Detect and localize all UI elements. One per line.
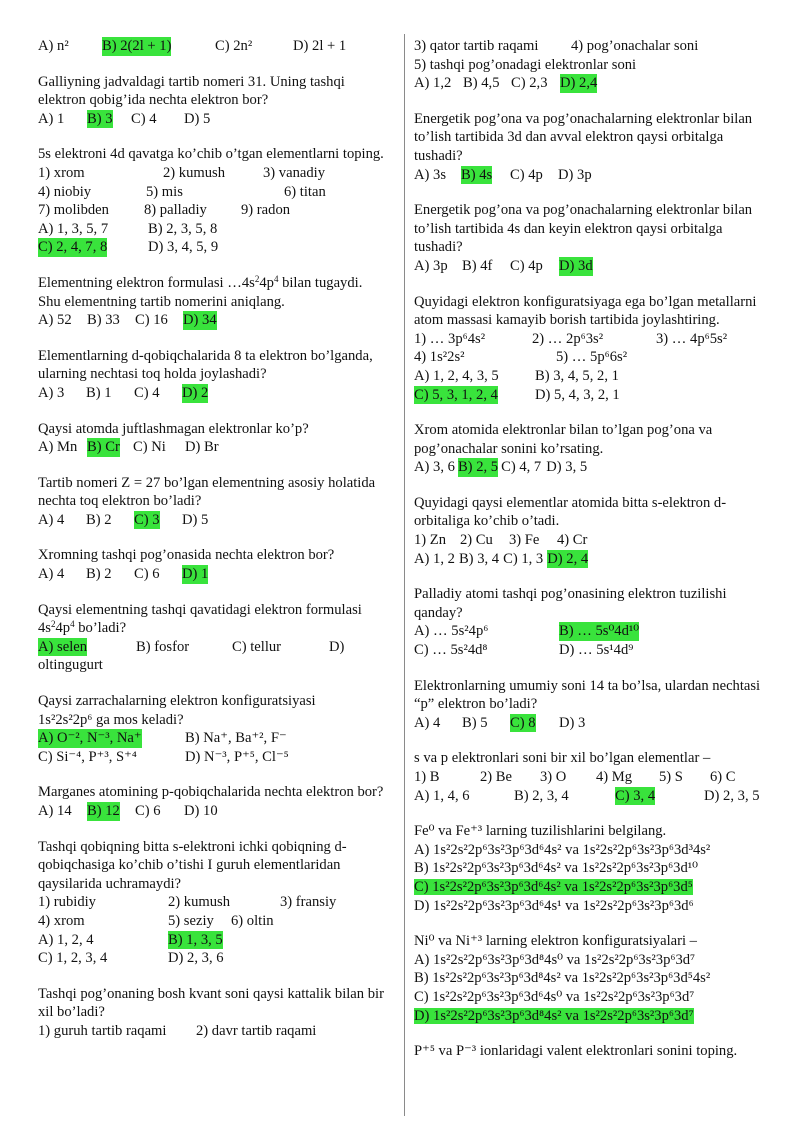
option-c: C) Si⁻⁴, P⁺³, S⁺⁴ [38, 748, 137, 765]
answer-row [38, 565, 388, 584]
option-a: A) 14 [38, 803, 72, 819]
option-a-correct: A) selen [38, 638, 88, 655]
option-d-correct: D) 2 [182, 384, 209, 401]
item: 4) xrom [38, 912, 85, 929]
option-a: A) 1, 3, 5, 7 [38, 220, 109, 237]
option-a-correct: A) O⁻², N⁻³, Na⁺ [38, 730, 142, 747]
option-d: D) Br [185, 439, 219, 456]
question-0 [38, 37, 388, 56]
answer-row [38, 384, 388, 403]
option-b-correct: B) 2(2l + 1) [102, 38, 172, 54]
item: 4) Mg [596, 769, 633, 785]
option-b-correct: B) 4s [461, 166, 493, 183]
column-divider [404, 34, 405, 1116]
option-b: B) 3, 4, 5, 2, 1 [535, 367, 619, 384]
item: 1) … 3p⁶4s² [414, 330, 486, 347]
question-text: Marganes atomining p-qobiqchalarida nechta elektron bor? [38, 784, 384, 801]
question-14 [414, 201, 769, 275]
question-text: Tashqi qobiqning bitta s-elektroni ichki qobiqning d-qobiqchasiga ko’chib o’tishi I guruh elementlaridan qaysilarida uchramaydi? [38, 838, 347, 892]
option-c-correct: C) 3, 4 [615, 787, 656, 804]
question-1 [38, 73, 388, 129]
items-row [38, 201, 388, 220]
question-text: Energetik pog’ona va pog’onachalarning elektronlar bilan to’lish tartibida 3d dan avval elektron qaysi orbitalga tushadi? [414, 110, 753, 164]
item: 6) oltin [231, 912, 274, 929]
option-d: D) 10 [184, 803, 218, 819]
option-b-correct: B) 3 [87, 110, 113, 127]
option-c-correct: C) 2, 4, 7, 8 [38, 239, 108, 256]
option-d: D) 2, 3, 5 [704, 787, 760, 804]
option-a: A) 3, 6 [414, 459, 455, 476]
answer-row [38, 638, 388, 657]
option-a: A) 52 [38, 312, 72, 329]
answer-row [38, 748, 388, 767]
item: 5) … 5p⁶6s² [556, 349, 628, 366]
option-b: B) 1 [86, 384, 112, 401]
item: 6) C [710, 769, 736, 785]
option-b: B) 2 [86, 566, 112, 583]
option-a: A) 1s²2s²2p⁶3s²3p⁶3d⁸4s⁰ va 1s²2s²2p⁶3s²3p⁶3d⁷ [414, 951, 696, 968]
option-c-correct: C) 5, 3, 1, 2, 4 [414, 386, 498, 403]
answer-row [414, 367, 769, 386]
item: 3) fransiy [280, 894, 337, 911]
option-b: B) 1s²2s²2p⁶3s²3p⁶3d⁶4s² va 1s²2s²2p⁶3s²3p⁶3d¹⁰ [414, 860, 699, 877]
question-3 [38, 274, 388, 330]
question-5 [38, 420, 388, 457]
item: 1) B [414, 769, 440, 785]
option-d: D) 5, 4, 3, 2, 1 [535, 386, 620, 403]
question-text: Galliyning jadvaldagi tartib nomeri 31. Uning tashqi elektron qobig’ida nechta elektron bor? [38, 73, 345, 109]
question-text: Xromning tashqi pog’onasida nechta elektron bor? [38, 547, 335, 564]
answer-row [38, 802, 388, 821]
option-a: A) 1,2 [414, 75, 452, 92]
option-a: A) 4 [38, 511, 65, 528]
question-text: 5s elektroni 4d qavatga ko’chib o’tgan elementlarni toping. [38, 146, 384, 163]
option-b: B) 4,5 [463, 75, 500, 92]
option-b: B) 3, 4 [458, 550, 500, 567]
question-18 [414, 585, 769, 659]
option-a: A) … 5s²4p⁶ [414, 623, 489, 640]
item: 1) Zn [414, 532, 447, 549]
item: 2) kumush [168, 894, 231, 911]
item: 3) O [540, 769, 567, 785]
question-6 [38, 474, 388, 530]
question-21 [414, 822, 769, 915]
question-2 [38, 145, 388, 257]
option-d-text: oltingugurt [38, 657, 103, 674]
option-a: A) 3 [38, 384, 65, 401]
option-d: D) 5 [182, 511, 209, 528]
items-row [414, 330, 769, 349]
option-b-correct: B) 1, 3, 5 [168, 931, 223, 948]
question-text: Quyidagi elektron konfiguratsiyaga ega bo’lgan metallarni atom massasi kamayib borish tartibida joylashtiring. [414, 293, 757, 329]
option-d: D) … 5s¹4d⁹ [559, 642, 634, 659]
answer-row [414, 166, 769, 185]
option-d: D) 3p [558, 166, 592, 183]
answer-row [414, 622, 769, 641]
answer-row [38, 511, 388, 530]
option-d-correct: D) 2,4 [560, 75, 598, 92]
items-row [38, 164, 388, 183]
question-11 [38, 838, 388, 968]
option-d-correct: D) 3d [559, 257, 593, 274]
item: 7) molibden [38, 202, 109, 219]
option-c: C) 2,3 [511, 75, 548, 92]
question-text: Xrom atomida elektronlar bilan to’lgan pog’ona va pog’onachalar sonini ko’rsating. [414, 422, 713, 457]
option-d: D) 1s²2s²2p⁶3s²3p⁶3d⁶4s¹ va 1s²2s²2p⁶3s²3p⁶3d⁶ [414, 897, 694, 914]
item: 4) 1s²2s² [414, 349, 465, 366]
option-a: A) 1 [38, 110, 65, 127]
option-c: C) 1, 3 [503, 550, 544, 567]
option-b: B) 5 [462, 714, 488, 731]
option-b-correct: B) … 5s⁰4d¹⁰ [559, 623, 640, 640]
option-a: A) 1, 2, 4 [38, 931, 94, 948]
answer-row [414, 787, 769, 806]
items-row [414, 531, 769, 550]
answer-row [38, 110, 388, 129]
answer-row [38, 37, 388, 56]
question-15 [414, 293, 769, 405]
answer-row [414, 550, 769, 569]
item: 2) davr tartib raqami [196, 1022, 317, 1039]
option-a: A) 1, 2, 4, 3, 5 [414, 367, 499, 384]
item: 4) niobiy [38, 183, 92, 200]
option-b: B) fosfor [136, 638, 190, 655]
option-d: D) 5 [184, 110, 211, 127]
question-text: Qaysi atomda juftlashmagan elektronlar ko’p? [38, 420, 309, 437]
option-d-correct: D) 1s²2s²2p⁶3s²3p⁶3d⁸4s² va 1s²2s²2p⁶3s²3p⁶3d⁷ [414, 1007, 694, 1024]
question-9 [38, 692, 388, 766]
option-c: C) 6 [135, 803, 161, 819]
item: 8) palladiy [144, 202, 207, 219]
question-16 [414, 421, 769, 477]
option-b: B) 4f [462, 257, 493, 274]
option-c: C) 4p [510, 257, 543, 274]
answer-row [38, 220, 388, 239]
question-23 [414, 1042, 769, 1061]
items-row [38, 912, 388, 931]
question-12-continued [414, 37, 769, 93]
option-c-correct: C) 3 [134, 511, 160, 528]
items-row [38, 1022, 388, 1041]
item: 5) mis [146, 183, 183, 200]
item: 9) radon [241, 202, 291, 219]
option-a: A) 1s²2s²2p⁶3s²3p⁶3d⁶4s² va 1s²2s²2p⁶3s²3p⁶3d³4s² [414, 841, 711, 858]
question-text: Qaysi zarrachalarning elektron konfiguratsiyasi [38, 693, 316, 710]
option-d: D) N⁻³, P⁺⁵, Cl⁻⁵ [185, 748, 289, 765]
option-d: D) 3 [559, 714, 586, 731]
option-a: A) 4 [38, 566, 65, 583]
answer-row [414, 458, 769, 477]
question-text: Tartib nomeri Z = 27 bo’lgan elementning asosiy holatida nechta toq elektron bo’ladi? [38, 474, 376, 510]
answer-row [38, 311, 388, 330]
item: 2) … 2p⁶3s² [532, 330, 604, 347]
item: 3) vanadiy [263, 164, 326, 181]
question-text: Ni⁰ va Ni⁺³ larning elektron konfiguratsiyalari – [414, 933, 697, 950]
option-a: A) 4 [414, 714, 441, 731]
items-row [414, 768, 769, 787]
option-c: C) 6 [134, 566, 160, 583]
option-b-correct: B) Cr [87, 439, 120, 456]
option-d: D) [329, 638, 345, 655]
option-a: A) Mn [38, 439, 78, 456]
item: 2) Cu [460, 532, 493, 549]
question-text: Quyidagi qaysi elementlar atomida bitta s-elektron d-orbitaliga ko’chib o’tadi. [414, 494, 727, 530]
question-4 [38, 347, 388, 403]
question-text: Palladiy atomi tashqi pog’onasining elektron tuzilishi qanday? [414, 586, 727, 621]
option-a: A) 3s [414, 166, 447, 183]
answer-row [38, 931, 388, 950]
item: 1) guruh tartib raqami [38, 1022, 167, 1039]
right-column [414, 37, 769, 1078]
option-b: B) Na⁺, Ba⁺², F⁻ [185, 730, 287, 747]
option-d: D) 3, 4, 5, 9 [148, 239, 219, 256]
answer-row [38, 949, 388, 968]
question-text: Fe⁰ va Fe⁺³ larning tuzilishlarini belgilang. [414, 823, 667, 840]
item: 3) Fe [509, 532, 540, 549]
answer-row [414, 641, 769, 660]
answer-row [414, 74, 769, 93]
option-d-correct: D) 1 [182, 566, 209, 583]
question-12 [38, 985, 388, 1041]
answer-row [414, 386, 769, 405]
item: 2) kumush [163, 164, 226, 181]
question-20 [414, 749, 769, 805]
question-text: Tashqi pog’onaning bosh kvant soni qaysi kattalik bilan bir xil bo’ladi? [38, 985, 384, 1021]
option-b-correct: B) 12 [87, 803, 120, 819]
option-c-correct: C) 8 [510, 714, 536, 731]
option-c: C) 16 [135, 312, 168, 329]
question-text: Elektronlarning umumiy soni 14 ta bo’lsa, ulardan nechtasi “p” elektron bo’ladi? [414, 677, 761, 713]
option-c-correct: C) 1s²2s²2p⁶3s²3p⁶3d⁶4s² va 1s²2s²2p⁶3s²3p⁶3d⁵ [414, 878, 693, 895]
answer-row [38, 438, 388, 457]
question-formula: 1s²2s²2p⁶ ga mos keladi? [38, 711, 184, 728]
item: 3) qator tartib raqami [414, 38, 539, 54]
answer-row [414, 257, 769, 276]
option-c: C) 2n² [215, 38, 253, 54]
option-c: C) … 5s²4d⁸ [414, 642, 488, 659]
question-22 [414, 932, 769, 1025]
option-d: D) 2l + 1 [293, 38, 347, 54]
option-b: B) 2, 3, 4 [514, 787, 569, 804]
option-c: C) Ni [133, 439, 166, 456]
option-b: B) 33 [87, 312, 120, 329]
option-a: A) 1, 2 [414, 550, 455, 567]
question-text: Energetik pog’ona va pog’onachalarning elektronlar bilan to’lish tartibida 4s dan keyin elektron qaysi orbitalga tushadi? [414, 202, 753, 256]
answer-row [38, 729, 388, 748]
option-d-correct: D) 2, 4 [547, 550, 589, 567]
option-d: D) 3, 5 [546, 459, 588, 476]
question-text: Qaysi elementning tashqi qavatidagi elektron formulasi $4s^24p^4$ bo’ladi? [38, 601, 362, 637]
item: 6) titan [284, 183, 326, 200]
option-c: C) 4 [134, 384, 160, 401]
option-c: C) 4, 7 [501, 459, 542, 476]
left-column [38, 37, 388, 1058]
item: 1) xrom [38, 164, 85, 181]
option-a: A) n² [38, 38, 69, 54]
item: 1) rubidiy [38, 894, 96, 911]
option-c: C) 4 [131, 110, 157, 127]
option-c: C) 1, 2, 3, 4 [38, 950, 108, 967]
item: 5) S [659, 769, 683, 785]
option-d-correct: D) 34 [183, 312, 217, 329]
item: 4) Cr [557, 532, 588, 549]
item: 2) Be [480, 769, 513, 785]
question-19 [414, 677, 769, 733]
option-c: C) tellur [232, 638, 282, 655]
option-c: C) 4p [510, 166, 543, 183]
option-a: A) 3p [414, 257, 448, 274]
item: 3) … 4p⁶5s² [656, 330, 728, 347]
question-7 [38, 546, 388, 583]
items-row [38, 183, 388, 202]
option-b: B) 2, 3, 5, 8 [148, 220, 218, 237]
option-c: C) 1s²2s²2p⁶3s²3p⁶3d⁶4s⁰ va 1s²2s²2p⁶3s²3p⁶3d⁷ [414, 988, 695, 1005]
question-text: Elementlarning d-qobiqchalarida 8 ta elektron bo’lganda, ularning nechtasi toq holda joylashadi? [38, 347, 373, 383]
answer-row [414, 714, 769, 733]
question-text: P⁺⁵ va P⁻³ ionlaridagi valent elektronlari sonini toping. [414, 1043, 738, 1060]
option-b: B) 1s²2s²2p⁶3s²3p⁶3d⁸4s² va 1s²2s²2p⁶3s²3p⁶3d⁵4s² [414, 970, 711, 987]
question-text: Elementning elektron formulasi $\dots 4s^24p^4$ bilan tugaydi. Shu elementning tartib nomerini aniqlang. [38, 273, 363, 310]
item: 5) seziy [168, 912, 214, 929]
item: 5) tashqi pog’onadagi elektronlar soni [414, 56, 637, 73]
option-a: A) 1, 4, 6 [414, 787, 470, 804]
option-b-correct: B) 2, 5 [457, 459, 499, 476]
item: 4) pog’onachalar soni [571, 38, 699, 54]
option-d: D) 2, 3, 6 [168, 950, 224, 967]
items-row [38, 893, 388, 912]
question-10 [38, 783, 388, 820]
items-row [414, 37, 769, 56]
question-text: s va p elektronlari soni bir xil bo’lgan elementlar – [414, 750, 711, 767]
question-13 [414, 110, 769, 184]
items-row [414, 348, 769, 367]
question-17 [414, 494, 769, 568]
answer-row [38, 238, 388, 257]
question-8 [38, 601, 388, 675]
option-b: B) 2 [86, 511, 112, 528]
